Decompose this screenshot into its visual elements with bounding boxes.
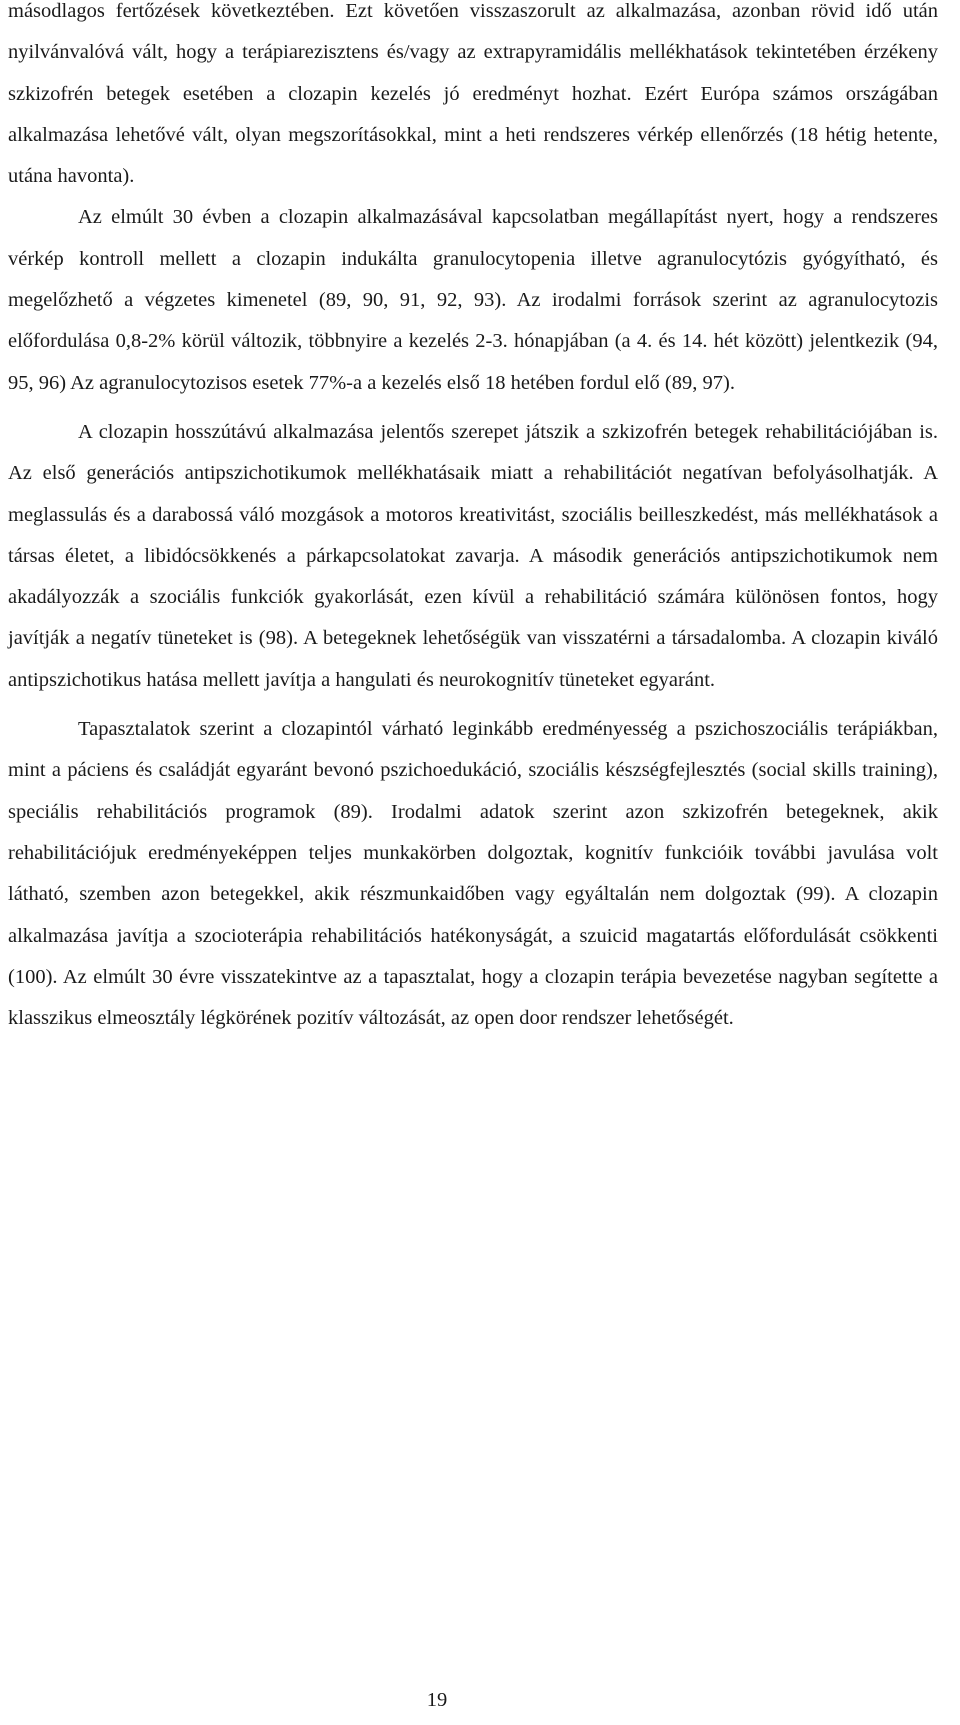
paragraph-2: Az elmúlt 30 évben a clozapin alkalmazásával kapcsolatban megállapítást nyert, hogy a rendszeres vérkép kontroll mellett a clozapin indukálta granulocytopenia illetve agranulocytózis gyógyítható, és megelőzhető a végzetes kimenetel (89, 90, 91, 92, 93). Az irodalmi források szerint az agranulocytozis előfordulása 0,8-2% körül változik, többnyire a kezelés 2-3. hónapjában (a 4. és 14. hét között) jelentkezik (94, 95, 96) Az agranulocytozisos esetek 77%-a a kezelés első 18 hetében fordul elő (89, 97).: [8, 206, 938, 394]
paragraph-3: A clozapin hosszútávú alkalmazása jelentős szerepet játszik a szkizofrén betegek rehabilitációjában is. Az első generációs antipszichotikumok mellékhatásaik miatt a rehabilitációt negatívan befolyásolhatják. A meglassulás és a darabossá váló mozgások a motoros kreativitást, szociális beilleszkedést, más mellékhatások a társas életet, a libidócsökkenés a párkapcsolatokat zavarja. A második generációs antipszichotikumok nem akadályozzák a szociális funkciók gyakorlását, ezen kívül a rehabilitáció számára különösen fontos, hogy javítják a negatív tüneteket is (98). A betegeknek lehetőségük van visszatérni a társadalomba. A clozapin kiváló antipszichotikus hatása mellett javítja a hangulati és neurokognitív tüneteket egyaránt.: [8, 420, 938, 691]
body-text: [8, 0, 938, 1039]
page-number: 19: [426, 1689, 448, 1711]
paragraph-4: Tapasztalatok szerint a clozapintól várható leginkább eredményesség a pszichoszociális terápiákban, mint a páciens és családját egyaránt bevonó pszichoedukáció, szociális készségfejlesztés (social skills training), speciális rehabilitációs programok (89). Irodalmi adatok szerint azon szkizofrén betegeknek, akik rehabilitációjuk eredményeképpen teljes munkakörben dolgoztak, kognitív funkcióik további javulása volt látható, szemben azon betegekkel, akik részmunkaidőben vagy egyáltalán nem dolgoztak (99). A clozapin alkalmazása javítja a szocioterápia rehabilitációs hatékonyságát, a szuicid magatartás előfordulását csökkenti (100). Az elmúlt 30 évre visszatekintve az a tapasztalat, hogy a clozapin terápia bevezetése nagyban segítette a klasszikus elmeosztály légkörének pozitív változását, az open door rendszer lehetőségét.: [8, 718, 938, 1030]
paragraph-1: másodlagos fertőzések következtében. Ezt követően visszaszorult az alkalmazása, azonban rövid idő után nyilvánvalóvá vált, hogy a terápiarezisztens és/vagy az extrapyramidális mellékhatások tekintetében érzékeny szkizofrén betegek esetében a clozapin kezelés jó eredményt hozhat. Ezért Európa számos országában alkalmazása lehetővé vált, olyan megszorításokkal, mint a heti rendszeres vérkép ellenőrzés (18 hétig hetente, utána havonta).: [8, 0, 938, 188]
